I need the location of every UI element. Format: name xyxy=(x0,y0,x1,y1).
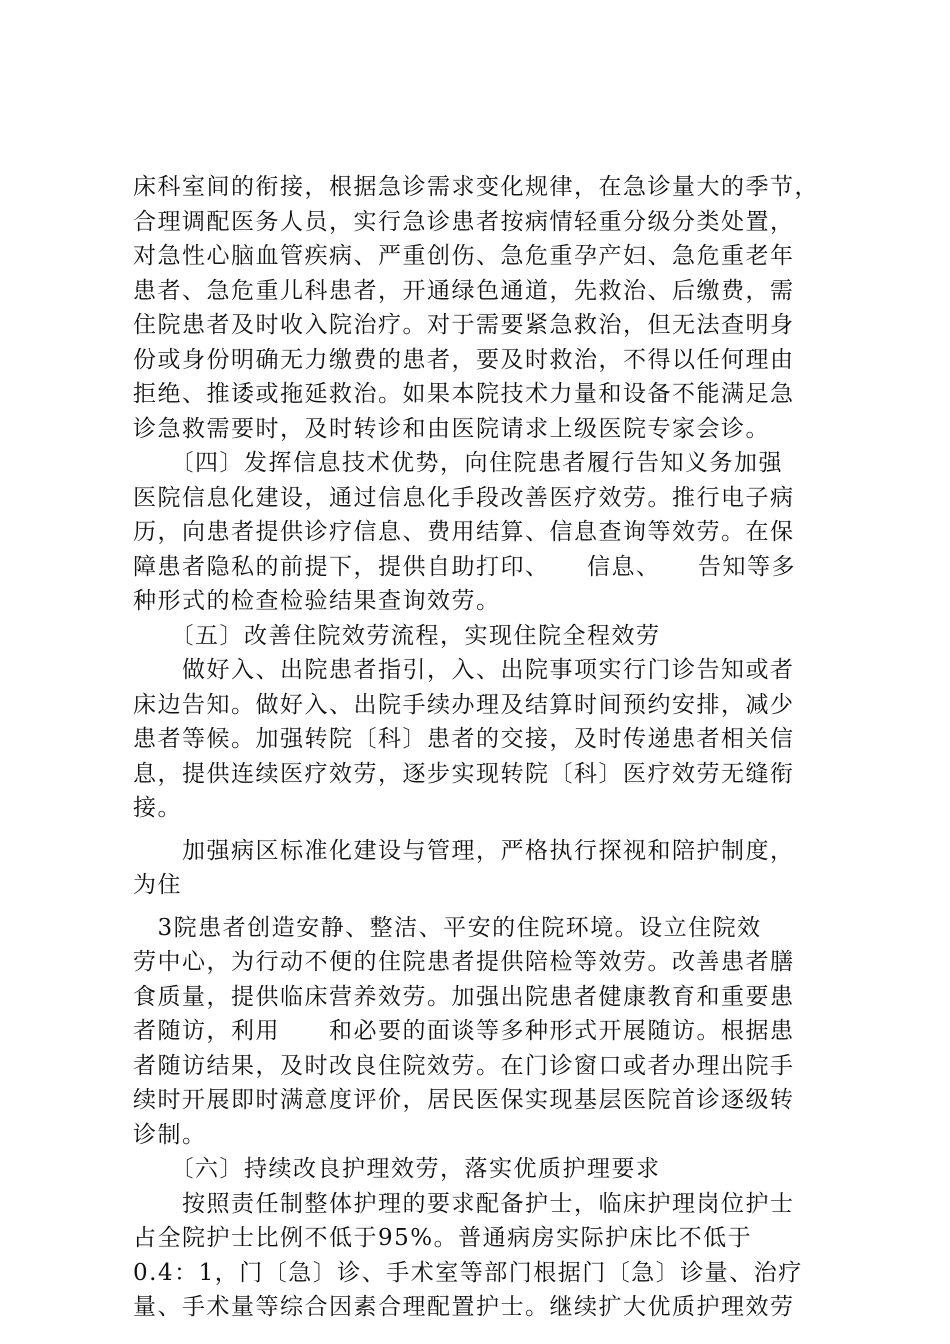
text-line: 食质量，提供临床营养效劳。加强出院患者健康教育和重要患 xyxy=(133,983,795,1010)
text-line: 患者、急危重儿科患者，开通绿色通道，先救治、后缴费，需 xyxy=(133,277,795,304)
text-line: 床边告知。做好入、出院手续办理及结算时间预约安排，减少 xyxy=(133,691,795,718)
text-line: 份或身份明确无力缴费的患者，要及时救治，不得以任何理由 xyxy=(133,346,795,373)
text-line: 量、手术量等综合因素合理配置护士。继续扩大优质护理效劳 xyxy=(133,1294,795,1320)
text-line: 0.4：1，门〔急〕诊、手术室等部门根据门〔急〕诊量、治疗 xyxy=(133,1259,803,1286)
text-line: 诊急救需要时，及时转诊和由医院请求上级医院专家会诊。 xyxy=(133,415,770,442)
text-line: 床科室间的衔接，根据急诊需求变化规律，在急诊量大的季节， xyxy=(133,174,819,200)
body-text xyxy=(133,170,823,1325)
text-line: 接。 xyxy=(133,795,182,821)
text-line: 医院信息化建设，通过信息化手段改善医疗效劳。推行电子病 xyxy=(133,484,795,511)
text-line: 占全院护士比例不低于95%。普通病房实际护床比不低于 xyxy=(133,1225,753,1251)
text-line: 者随访结果，及时改良住院效劳。在门诊窗口或者办理出院手 xyxy=(133,1052,795,1079)
text-line: 诊制。 xyxy=(133,1121,207,1148)
paragraph-gap xyxy=(133,903,823,911)
text-line: 障患者隐私的前提下，提供自助打印、 信息、 告知等多 xyxy=(133,553,796,580)
text-line: 为住 xyxy=(133,872,182,898)
text-line: 者随访，利用 和必要的面谈等多种形式开展随访。根据患 xyxy=(133,1018,795,1044)
text-line: 做好入、出院患者指引，入、出院事项实行门诊告知或者 xyxy=(133,657,795,683)
text-line: 3院患者创造安静、整洁、平安的住院环境。设立住院效 xyxy=(133,914,762,941)
text-line: 患者等候。加强转院〔科〕患者的交接，及时传递患者相关信 xyxy=(133,726,795,752)
section-heading-6: 〔六〕持续改良护理效劳，落实优质护理要求 xyxy=(133,1156,661,1182)
text-line: 种形式的检查检验结果查询效劳。 xyxy=(133,588,501,614)
text-line: 劳中心，为行动不便的住院患者提供陪检等效劳。改善患者膳 xyxy=(133,949,795,975)
text-line: 加强病区标准化建设与管理，严格执行探视和陪护制度， xyxy=(133,837,795,864)
text-line: 续时开展即时满意度评价，居民医保实现基层医院首诊逐级转 xyxy=(133,1087,795,1113)
section-heading-4: 〔四〕发挥信息技术优势，向住院患者履行告知义务加强 xyxy=(133,450,783,476)
text-line: 对急性心脑血管疾病、严重创伤、急危重孕产妇、急危重老年 xyxy=(133,243,795,269)
paragraph-gap xyxy=(133,826,823,834)
section-heading-5: 〔五〕改善住院效劳流程，实现住院全程效劳 xyxy=(133,622,661,649)
text-line: 合理调配医务人员，实行急诊患者按病情轻重分级分类处置， xyxy=(133,208,795,235)
text-line: 历，向患者提供诊疗信息、费用结算、信息查询等效劳。在保 xyxy=(133,519,795,545)
text-line: 按照责任制整体护理的要求配备护士，临床护理岗位护士 xyxy=(133,1190,795,1217)
text-line: 住院患者及时收入院治疗。对于需要紧急救治，但无法查明身 xyxy=(133,312,795,338)
text-line: 息，提供连续医疗效劳，逐步实现转院〔科〕医疗效劳无缝衔 xyxy=(133,760,795,787)
text-line: 拒绝、推诿或拖延救治。如果本院技术力量和设备不能满足急 xyxy=(133,381,795,407)
